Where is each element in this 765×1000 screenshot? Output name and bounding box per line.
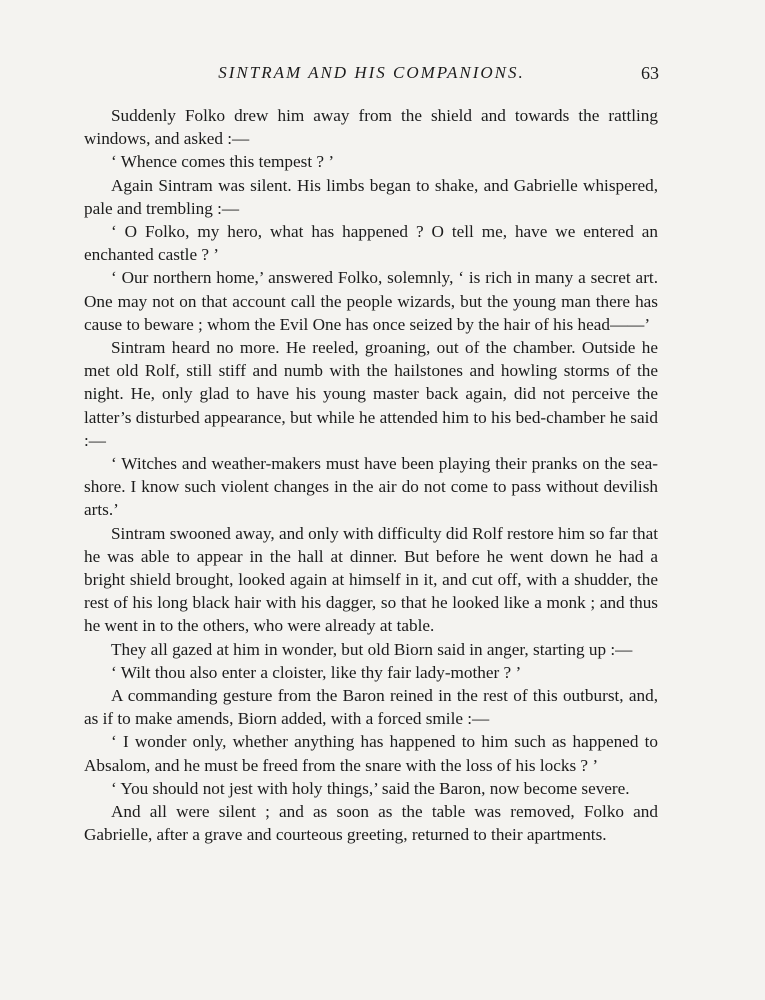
paragraph: ‘ O Folko, my hero, what has happened ? O tell me, have we entered an enchanted castle ? ’ [84, 222, 658, 265]
paragraph: They all gazed at him in wonder, but old Biorn said in anger, starting up :— [111, 639, 633, 659]
paragraph: Sintram swooned away, and only with difficulty did Rolf restore him so far that he was able to appear in the hall at dinner. But before he went down he had a bright shield brought, looked again at himself in it, and cut off, with a shudder, the rest of his long black hair with his dagger, so that he looked like a monk ; and thus he went in to the others, who were already at table. [84, 523, 658, 636]
paragraph: ‘ Whence comes this tempest ? ’ [111, 152, 335, 172]
paragraph: ‘ Wilt thou also enter a cloister, like thy fair lady-mother ? ’ [111, 662, 522, 682]
running-title: SINTRAM AND HIS COMPANIONS. [218, 63, 525, 82]
paragraph: ‘ I wonder only, whether anything has happened to him such as happened to Absalom, and he must be freed from the snare with the loss of his locks ? ’ [84, 732, 658, 775]
page-number: 63 [641, 63, 659, 83]
paragraph: And all were silent ; and as soon as the table was removed, Folko and Gabrielle, after a grave and courteous greeting, returned to their apartments. [84, 802, 658, 845]
paragraph: ‘ Witches and weather-makers must have been playing their pranks on the sea-shore. I know such violent changes in the air do not come to pass without devilish arts.’ [84, 454, 658, 520]
paragraph: Again Sintram was silent. His limbs began to shake, and Gabrielle whispered, pale and trembling :— [84, 175, 658, 218]
paragraph: ‘ Our northern home,’ answered Folko, solemnly, ‘ is rich in many a secret art. One may not on that account call the people wizards, but the young man there has cause to beware ; whom the Evil One has once seized by the hair of his head——’ [84, 268, 658, 334]
body-text [84, 104, 658, 847]
running-header [84, 63, 659, 87]
paragraph: ‘ You should not jest with holy things,’ said the Baron, now become severe. [111, 778, 630, 798]
paragraph: Suddenly Folko drew him away from the shield and towards the rattling windows, and asked :— [84, 106, 658, 149]
paragraph: Sintram heard no more. He reeled, groaning, out of the chamber. Outside he met old Rolf, still stiff and numb with the hailstones and howling storms of the night. He, only glad to have his young master back again, did not perceive the latter’s disturbed appearance, but while he attended him to his bed-chamber he said :— [84, 338, 658, 450]
paragraph: A commanding gesture from the Baron reined in the rest of this outburst, and, as if to make amends, Biorn added, with a forced smile :— [84, 686, 658, 729]
